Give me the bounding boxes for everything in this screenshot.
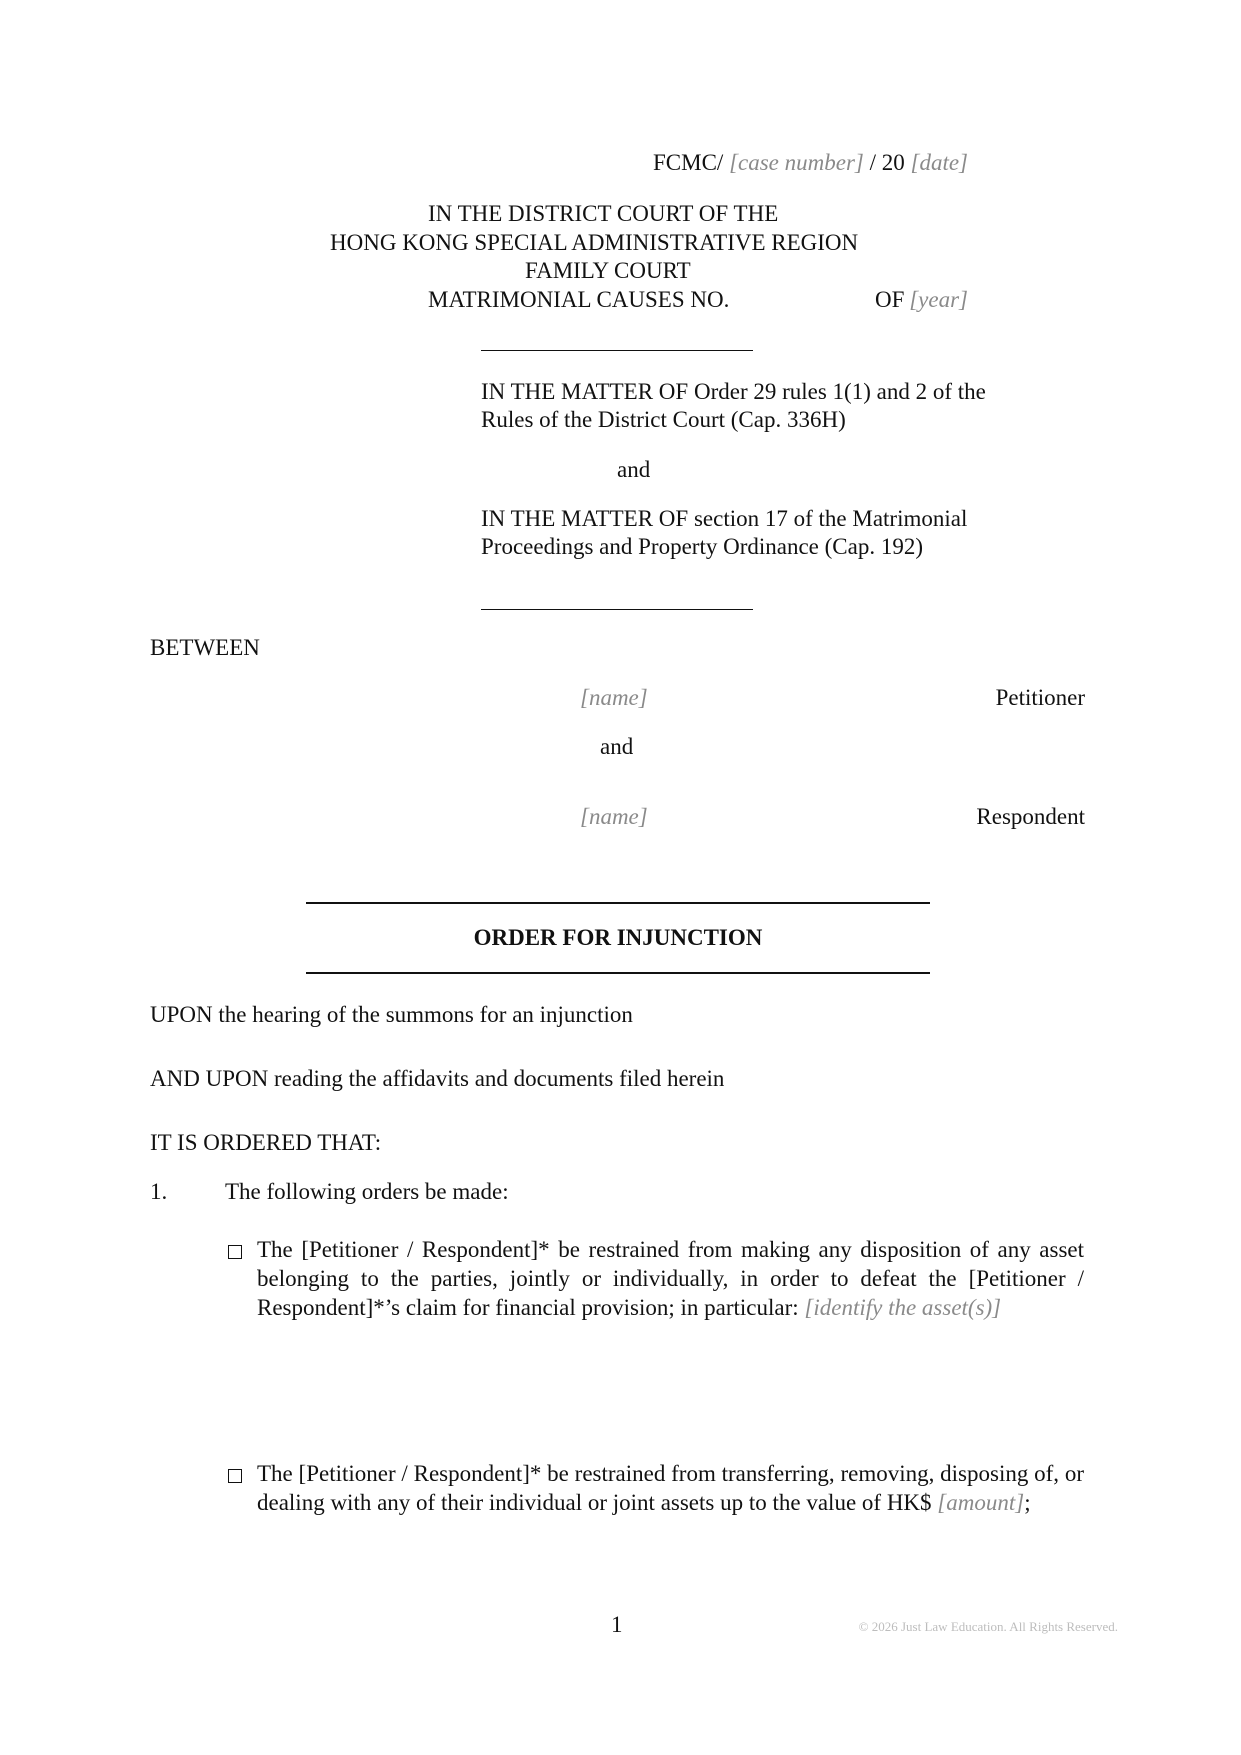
- option-1-asset-placeholder: [identify the asset(s)]: [804, 1295, 1002, 1320]
- divider-top: [481, 350, 753, 351]
- order-item-number: 1.: [150, 1179, 168, 1204]
- petitioner-label: Petitioner: [995, 685, 1085, 710]
- page-number: 1: [611, 1612, 623, 1637]
- title-rule-top: [306, 902, 930, 904]
- option-2-amount-placeholder: [amount]: [937, 1490, 1025, 1515]
- of-label: OF: [875, 287, 905, 312]
- option-2-end: ;: [1024, 1490, 1031, 1515]
- case-reference: [653, 148, 968, 177]
- matter-1-line-1: IN THE MATTER OF Order 29 rules 1(1) and 2 of the: [481, 379, 986, 404]
- title-rule-bottom: [306, 972, 930, 974]
- matrimonial-causes-label: MATRIMONIAL CAUSES NO.: [428, 287, 730, 312]
- date-placeholder: [date]: [910, 150, 968, 175]
- petitioner-name-placeholder: [name]: [580, 685, 648, 710]
- court-line-1: IN THE DISTRICT COURT OF THE: [428, 201, 779, 226]
- option-2-paragraph: [257, 1459, 1084, 1517]
- copyright-notice: © 2026 Just Law Education. All Rights Reserved.: [858, 1619, 1118, 1634]
- respondent-name-placeholder: [name]: [580, 804, 648, 829]
- case-year-prefix: / 20: [869, 150, 905, 175]
- matter-1-line-2: Rules of the District Court (Cap. 336H): [481, 407, 846, 432]
- matter-2-line-2: Proceedings and Property Ordinance (Cap. 192): [481, 534, 923, 559]
- option-2-text: The [Petitioner / Respondent]* be restrained from transferring, removing, disposing of, or dealing with any of their individual or joint assets up to the value of HK$: [257, 1461, 1084, 1515]
- parties-and: and: [600, 734, 634, 759]
- option-1-paragraph: [257, 1235, 1084, 1322]
- matters-and: and: [617, 457, 651, 482]
- court-line-3: FAMILY COURT: [525, 258, 691, 283]
- court-line-2: HONG KONG SPECIAL ADMINISTRATIVE REGION: [330, 230, 859, 255]
- order-item-text: The following orders be made:: [225, 1179, 509, 1204]
- case-number-placeholder: [case number]: [729, 150, 864, 175]
- matter-2-line-1: IN THE MATTER OF section 17 of the Matrimonial: [481, 506, 968, 531]
- recital-hearing: UPON the hearing of the summons for an injunction: [150, 1002, 633, 1027]
- recital-reading: AND UPON reading the affidavits and documents filed herein: [150, 1066, 725, 1091]
- respondent-label: Respondent: [976, 804, 1085, 829]
- document-title: ORDER FOR INJUNCTION: [473, 925, 763, 950]
- divider-middle: [481, 609, 753, 610]
- ordered-heading: IT IS ORDERED THAT:: [150, 1130, 382, 1155]
- year-placeholder: [year]: [909, 287, 968, 312]
- option-1-checkbox[interactable]: [228, 1238, 242, 1267]
- between-label: BETWEEN: [150, 635, 260, 660]
- option-2-checkbox[interactable]: [228, 1462, 242, 1491]
- case-prefix: FCMC/: [652, 150, 724, 175]
- option-1-text: The [Petitioner / Respondent]* be restrained from making any disposition of any asset belonging to the parties, jointly or individually, in order to defeat the [Petitioner / Respondent]*’s claim for financial provision; in particular:: [257, 1237, 1084, 1320]
